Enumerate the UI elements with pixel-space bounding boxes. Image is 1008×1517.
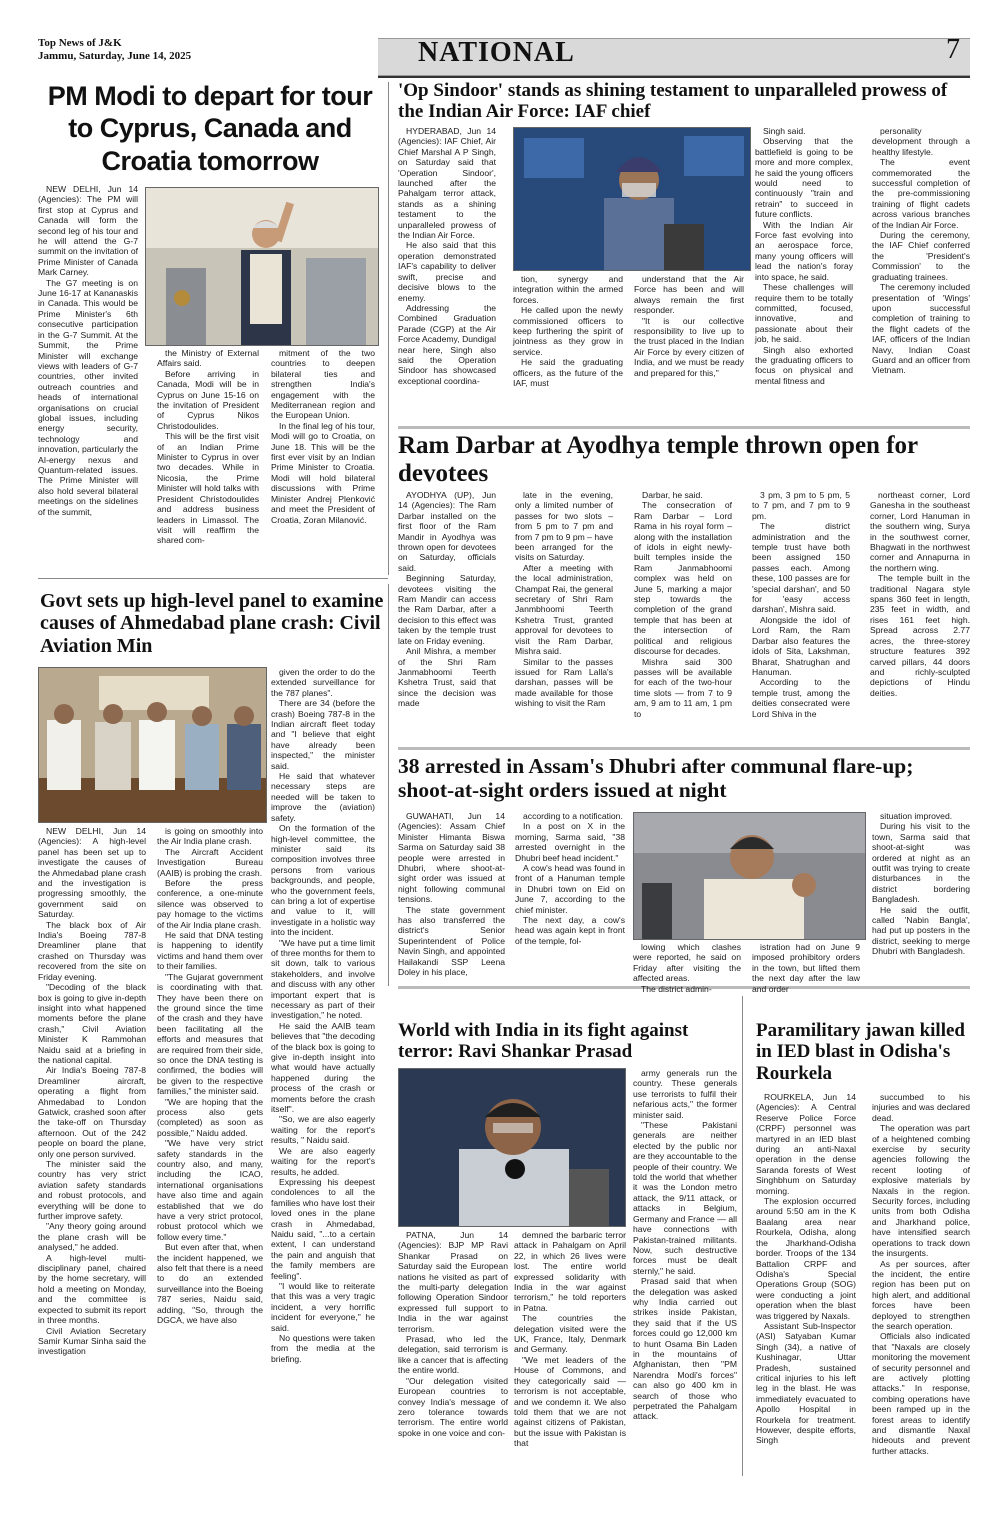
paragraph: The operation was part of a heightened combing exercise by security agencies following the recent looting of explosive materials by Naxals in the region. Security forces, including units from both Odisha and Jharkhand police, have intensified search operations to track down the insurgents. [872,1123,970,1259]
paragraph: The district admin- [641,983,712,994]
column-divider [388,584,389,986]
article-op-sindoor-col2 [513,274,623,422]
paragraph: Civil Aviation Secretary Samir Kumar Sinha said the investigation [38,1325,146,1357]
article-ram-darbar-col1 [398,490,496,742]
photo-aviation-briefing [38,667,267,823]
paragraph: Mishra said 300 passes will be available for each of the two-hour time slots — from 7 to 9 am, 9 am to 11 am, 1 pm to [634,656,732,719]
paragraph: The next day, a cow's head was again kept in front of the temple, fol- [515,915,625,946]
paragraph: NEW DELHI, Jun 14 (Agencies): A high-level panel has been set up to investigate the causes of the Ahmedabad plane crash and the investigation is progressing smoothly, the government said on Saturday. [38,826,146,920]
headline-plane-crash: Govt sets up high-level panel to examine causes of Ahmedabad plane crash: Civil Aviation Min [40,590,384,657]
paragraph: Prasad said that when the delegation was asked why India carried out strikes inside Pakistan, they said that if the US forces could go 12,000 km to hunt Osama Bin Laden in the mountains of Afghanistan, then "PM Narendra Modi's forces" can also go 400 km in search of those who perpetrated the Pahalgam attack. [633,1276,737,1422]
paragraph: He said that DNA testing is happening to identify victims and hand them over to their families. [157,930,263,972]
photo-ravi-shankar-prasad [398,1068,626,1227]
paragraph: Officials also indicated that "Naxals are closely monitoring the movement of security personnel and are actively plotting attacks." In response, combing operations have been ramped up in the forest areas to identify and dismantle Naxal hideouts and prevent further attacks. [872,1331,970,1456]
article-op-sindoor-col5 [872,126,970,422]
paragraph: "Decoding of the black box is going to give in-depth insight into what happened moments before the plane crash," Civil Aviation Minister K Rammohan Naidu said at a briefing in the national capital. [38,982,146,1065]
paragraph: "We met leaders of the House of Commons, and they categorically said — terrorism is not acceptable, and we condemn it. We also told them that we are not against citizens of Pakistan, but the issue with Pakistan is that [514,1354,626,1449]
paragraph: He said the graduating officers, as the future of the IAF, must [513,357,623,389]
article-ram-darbar-col5 [870,490,970,742]
paragraph: The minister said the country has very strict aviation safety standards and robust protocols, and everything will be done to further improve safety. [38,1159,146,1222]
paragraph: Singh also exhorted the graduating officers to focus on physical and mental fitness and [755,344,853,386]
article-ram-darbar-col2 [515,490,613,742]
paragraph: army generals run the country. These generals use terrorists to fulfil their nefarious acts," the former minister said. [633,1068,737,1120]
paragraph: 3 pm, 3 pm to 5 pm, 5 to 7 pm, and 7 pm to 9 pm. [752,490,850,521]
paragraph: Alongside the idol of Lord Ram, the Ram Darbar also features the idols of Sita, Lakshman, Bharat, Shatrughan and Hanuman. [752,614,850,677]
paragraph: understand that the Air Force has been and will always remain the first responder. [634,274,744,316]
paragraph: personality development through a healthy lifestyle. [872,126,970,157]
paragraph: The explosion occurred around 5:50 am in the K Baalang area near Rourkela, Odisha, along the Jharkhand-Odisha border. Troops of the 134 Battalion CRPF and Odisha's Special Operations Group (SOG) were conducting a joint operation when the blast was triggered by Naxals. [756,1196,856,1321]
paragraph: tion, synergy and integration within the armed forces. [513,274,623,305]
photo-iaf-chief [513,127,751,271]
paragraph: situation improved. [880,811,953,821]
paragraph: Expressing his deepest condolences to all the families who have lost their loved ones in the plane crash in Ahmedabad, Naidu said, "...to a certain extent, I can understand the pain and anguish that the family members are feeling". [271,1176,375,1281]
paragraph: "So, we are also eagerly waiting for the report's results, " Naidu said. [271,1114,375,1146]
paragraph: A high-level multi-disciplinary panel, chaired by the home secretary, will hold a meeting on Monday, and the committee is expected to submit its report in three months. [38,1252,146,1326]
paper-name: Top News of J&K [38,37,122,49]
paragraph: Prasad, who led the delegation, said terrorism is like a cancer that is affecting the entire world. [398,1334,508,1376]
paragraph: GUWAHATI, Jun 14 (Agencies): Assam Chief Minister Himanta Biswa Sarma on Saturday said 38 people were arrested in Dhubri, where shoot-at-sight order was issued at night following communal tensions. [398,811,505,905]
paragraph: Before arriving in Canada, Modi will be in Cyprus on June 15-16 on the invitation of President of Cyprus Nikos Christodoulides. [157,368,259,431]
section-divider [398,426,970,429]
paragraph: The G7 meeting is on June 16-17 at Kananaskis in Canada. This would be Prime Minister's 6th consecutive participation in the G-7 Summit. At the Summit, the Prime Minister will exchange views with leaders of G-7 countries, other invited outreach countries and heads of international organisations on crucial global issues, including energy security, technology and innovation, particularly the AI-energy nexus and Quantum-related issues. The Prime Minister will also hold several bilateral meetings on the sidelines of the summit, [38,277,138,517]
article-rourkela-col2 [872,1092,970,1476]
paragraph: Darbar, he said. [642,490,703,500]
paragraph: northeast corner, Lord Ganesha in the southeast corner, Lord Hanuman in the southern wing, Surya in the southwest corner, Bhagwati in the northwest corner and Annapurna in the northern wing. [870,490,970,573]
paragraph: These challenges will require them to be totally committed, focused, innovative, and passionate about their job, he said. [755,282,853,345]
article-ram-darbar-col4 [752,490,850,742]
paragraph: With the Indian Air Force fast evolving into an aerospace force, many young officers will lead the nation's foray into space, he said. [755,219,853,282]
paragraph: The event commemorated the successful completion of the pre-commissioning training of flight cadets across various branches of the Indian Air Force. [872,157,970,230]
article-ravi-shankar-col2 [514,1230,626,1476]
paragraph: "These Pakistani generals are neither elected by the public nor are they accountable to the people of their country. We told the world that whether it was the London metro attack, the 9/11 attack, or attacks in Belgium, Germany and France — all have connections with Pakistan-trained militants. Now, such destructive forces must be dealt sternly," he said. [633,1120,737,1276]
photo-himanta-sarma [633,812,866,940]
article-plane-crash-col2 [157,826,263,1477]
headline-dhubri: 38 arrested in Assam's Dhubri after communal flare-up; shoot-at-sight orders issued at night [398,754,914,803]
paragraph: Before the press conference, a one-minute silence was observed to pay homage to the victims of the Air India plane crash. [157,878,263,930]
paragraph: NEW DELHI, Jun 14 (Agencies): The PM will first stop at Cyprus and Canada will form the second leg of his tour and he will attend the G-7 summit on the invitation of Prime Minister of Canada Mark Carney. [38,184,138,278]
paragraph: The district administration and the temple trust have both been assigned 150 passes each. Among these, 100 passes are for 'special darshan', and 50 for 'easy access darshan', Mishra said. [752,521,850,615]
headline-ravi-shankar: World with India in its fight against terror: Ravi Shankar Prasad [398,1020,689,1063]
photo-modi-waving [145,187,379,346]
paragraph: He said the AAIB team believes that "the decoding of the black box is going to give in-depth insight into what would have actually happened during the process of the crash or moments before the crash itself". [271,1020,375,1115]
paragraph: succumbed to his injuries and was declared dead. [872,1092,970,1123]
column-divider [388,82,389,575]
article-pm-modi-col3 [271,348,375,570]
paragraph: the Ministry of External Affairs said. [157,348,259,369]
paragraph: In a post on X in the morning, Sarma said, "38 arrested overnight in the Dhubri beef head incident." [515,821,625,863]
paragraph: On the formation of the high-level committee, the minister said its composition involves three persons from various backgrounds, and people, who the government feels, can bring a lot of expertise and value to it, will investigate in a holistic way into the incident. [271,823,375,938]
paragraph: According to the temple trust, among the deities consecrated were Lord Shiva in the [752,677,850,719]
paragraph: He called upon the newly commissioned officers to keep furthering the spirit of jointness as they grow in service. [513,305,623,357]
article-ravi-shankar-col3 [633,1068,737,1476]
paragraph: Addressing the Combined Graduation Parade (CGP) at the Air Force Academy, Dundigal near here, Singh also said the Operation Sindoor has showcased exceptional coordina- [398,302,496,386]
paragraph: "Our delegation visited European countries to convey India's message of zero tolerance towards terrorism. The entire world spoke in one voice and con- [398,1375,508,1438]
paragraph: mitment of the two countries to deepen bilateral ties and strengthen India's engagement with the Mediterranean region and the European Union. [271,348,375,421]
paragraph: "We have put a time limit of three months for them to sit down, talk to various stakeholders, and involve and discuss with any other important expert that is necessary as part of their investigation," he noted. [271,937,375,1021]
paragraph: given the order to do the extended surveillance for the 787 planes". [271,667,375,698]
article-pm-modi-col2 [157,348,259,570]
headline-ram-darbar: Ram Darbar at Ayodhya temple thrown open for devotees [398,432,918,487]
article-dhubri-col2 [515,811,625,981]
paragraph: He said the outfit, called 'Nabin Bangla', had put up posters in the district, seeking to merge Dhubri with Bangladesh. [872,904,970,957]
paragraph: The consecration of Ram Darbar – Lord Rama in his royal form – along with the installation of idols in eight newly-built temples inside the Ram Janmabhoomi complex was held on June 5, marking a major step towards the completion of the grand temple that has been at the intersection of political and religious discourse for decades. [634,500,732,657]
paragraph: The temple built in the traditional Nagara style spans 360 feet in length, 235 feet in width, and rises 161 feet high. Spread across 2.77 acres, the three-storey structure features 392 carved pillars, 44 doors and richly-sculpted depictions of Hindu deities. [870,573,970,698]
headline-rourkela: Paramilitary jawan killed in IED blast in Odisha's Rourkela [756,1020,965,1084]
paragraph: This will be the first visit of an Indian Prime Minister to Cyprus in over two decades. While in Nicosia, the Prime Minister will hold talks with President Christodoulides and address business leaders in Limassol. The visit will reaffirm the shared com- [157,431,259,546]
paragraph: late in the evening, only a limited number of passes for two slots – from 5 pm to 7 pm and from 7 pm to 9 pm – have been arranged for the visits on Saturday. [515,490,613,563]
paragraph: Beginning Saturday, devotees visiting the Ram Mandir can access the Ram Darbar, after a decision to this effect was taken by the temple trust late on Friday evening. [398,573,496,646]
masthead-rule [378,76,970,78]
paragraph: Singh said. [763,126,806,136]
paragraph: HYDERABAD, Jun 14 (Agencies): IAF Chief, Air Chief Marshal A P Singh, on Saturday said that 'Operation Sindoor', launched after the Pahalgam terror attack, stands as a shining testament to the unparalleled prowess of the Indian Air Force. [398,126,496,241]
paragraph: is going on smoothly into the Air India plane crash. [157,826,263,847]
section-divider [38,578,388,579]
paragraph: "It is our collective responsibility to live up to the trust placed in the Indian Air Force by every citizen of India, and we must be ready and prepared for this," [634,315,744,378]
paragraph: PATNA, Jun 14 (Agencies): BJP MP Ravi Shankar Prasad on Saturday said the European nations he visited as part of the multi-party delegation following Operation Sindoor expressed full support to India in the war against terrorism. [398,1230,508,1334]
paragraph: Observing that the battlefield is going to be more and more complex, he said the young officers would need to continuously "train and retrain" to succeed in future conflicts. [755,136,853,220]
paragraph: During the ceremony, the IAF Chief conferred the 'President's Commission' to the graduating trainees. [872,230,970,282]
article-op-sindoor-col4 [755,126,853,422]
paragraph: He said that whatever necessary steps are needed will be taken to improve the (aviation) safety. [271,771,375,823]
column-divider [742,996,743,1476]
paragraph: As per sources, after the incident, the entire region has been put on high alert, and additional forces have been deployed to strengthen the search operation. [872,1258,970,1331]
paragraph: demned the barbaric terror attack in Pahalgam on April 22, in which 26 lives were lost. The entire world expressed solidarity with India in the war against terrorism," he told reporters in Patna. [514,1230,626,1313]
paragraph: ROURKELA, Jun 14 (Agencies): A Central Reserve Police Force (CRPF) personnel was martyred in an IED blast during an anti-Naxal operation in the dense Saranda forests of West Singhbhum on Saturday morning. [756,1092,856,1196]
section-divider [398,747,970,750]
article-op-sindoor-col3 [634,274,744,422]
paragraph: "We are hoping that the process also gets (completed) as soon as possible," Naidu added. [157,1096,263,1138]
article-dhubri-col1 [398,811,505,981]
paragraph: "We have very strict safety standards in the country also, and many, including the ICAO, international organisations have also time and again established that we do have a very strict protocol, robust protocol which we follow every time." [157,1138,263,1242]
paragraph: "The Gujarat government is coordinating with that. They have been there on the ground since the time of the crash and they have been facilitating all the efforts and measures that are required from their side, so once the DNA testing is confirmed, the bodies will be given to the respective families," the minister said. [157,971,263,1097]
paragraph: But even after that, when the incident happened, we also felt that there is a need to do an extended surveillance into the Boeing 787 series, Naidu said, adding, "So, through the DGCA, we have also [157,1242,263,1326]
paragraph: Assistant Sub-Inspector (ASI) Satyaban Kumar Singh (34), a native of Kushinagar, Uttar Pradesh, sustained critical injuries to his left leg in the blast. He was immediately evacuated to Apollo Hospital in Rourkela for treatment. However, despite efforts, Singh [756,1320,856,1446]
paragraph: He also said that this operation demonstrated IAF's capability to deliver swift, precise and decisive blows to the enemy. [398,240,496,303]
paragraph: Similar to the passes issued for Ram Lalla's darshan, passes will be made available for those wishing to visit the Ram [515,656,613,709]
paragraph: The state government has also transferred the district's Senior Superintendent of Police Navin Singh, and appointed Hailakandi SSP Leena Doley in his place, [398,904,505,978]
article-pm-modi-col1 [38,184,138,570]
headline-pm-modi: PM Modi to depart for tour to Cyprus, Canada and Croatia tomorrow [47,81,373,176]
article-dhubri-col3 [633,942,741,994]
paragraph: After a meeting with the local administration, Champat Rai, the general secretary of Shri Ram Janmbhoomi Teerth Kshetra Trust, granted approval for devotees to visit the Ram Darbar, Mishra said. [515,562,613,657]
paragraph: "Any theory going around the plane crash will be analysed," he added. [38,1221,146,1253]
paragraph: There are 34 (before the crash) Boeing 787-8 in the Indian aircraft fleet today and "I believe that eight have already been inspected," the minister said. [271,698,375,771]
paragraph: A cow's head was found in front of a Hanuman temple in Dhubri town on Eid on June 7, according to the chief minister. [515,863,625,915]
paragraph: No questions were taken from the media at the briefing. [271,1333,375,1364]
paragraph: The ceremony included presentation of 'Wings' upon successful completion of training to the flight cadets of the IAF, officers of the Indian Navy, Indian Coast Guard and an officer from Vietnam. [872,282,970,376]
article-plane-crash-col1 [38,826,146,1477]
paragraph: istration had on June 9 imposed prohibitory orders in the town, but lifted them the next day after the law and order [752,942,860,994]
paragraph: Air India's Boeing 787-8 Dreamliner aircraft, operating a flight from Ahmedabad to London Gatwick, crashed soon after the take-off on Thursday afternoon. Out of the 242 people on board the plane, only one person survived. [38,1065,146,1159]
headline-op-sindoor: 'Op Sindoor' stands as shining testament to unparalleled prowess of the Indian Air Force: IAF chief [398,80,948,123]
dateline: Jammu, Saturday, June 14, 2025 [38,50,192,62]
article-ravi-shankar-col1 [398,1230,508,1476]
paragraph: During his visit to the town, Sarma said that shoot-at-sight was ordered at night as an outfit was trying to create disturbances in the district bordering Bangladesh. [872,821,970,905]
masthead-paper-info [38,37,191,63]
article-op-sindoor-col1 [398,126,496,422]
paragraph: The countries the delegation visited were the UK, France, Italy, Denmark and Germany. [514,1313,626,1355]
paragraph: Anil Mishra, a member of the Shri Ram Janmabhoomi Teerth Kshetra Trust, said that since the decision was made [398,646,496,709]
article-dhubri-col5 [872,811,970,981]
paragraph: according to a notification. [523,811,623,821]
article-rourkela-col1 [756,1092,856,1476]
paragraph: In the final leg of his tour, Modi will go to Croatia, on June 18. This will be the first ever visit by an Indian Prime Minister to Croatia. Modi will hold bilateral discussions with Prime Minister Andrej Plenković and meet the President of Croatia, Zoran Milanović. [271,420,375,525]
page-number: 7 [946,34,960,65]
article-plane-crash-col3 [271,667,375,1477]
paragraph: The Aircraft Accident Investigation Bureau (AAIB) is probing the crash. [157,846,263,878]
paragraph: The black box of Air India's Boeing 787-8 Dreamliner plane that crashed on Thursday was recovered from the site on Friday evening. [38,919,146,982]
paragraph: AYODHYA (UP), Jun 14 (Agencies): The Ram Darbar installed on the first floor of the Ram Mandir in Ayodhya was thrown open for devotees on Saturday, officials said. [398,490,496,573]
paragraph: "I would like to reiterate that this was a very tragic incident, a very horrific incident for everyone," he said. [271,1280,375,1333]
paragraph: We are also eagerly waiting for the report's results, he added. [271,1145,375,1177]
article-dhubri-col4 [752,942,860,994]
section-title: NATIONAL [418,37,575,68]
article-ram-darbar-col3 [634,490,732,742]
paragraph: lowing which clashes were reported, he said on Friday after visiting the affected areas. [633,942,741,984]
